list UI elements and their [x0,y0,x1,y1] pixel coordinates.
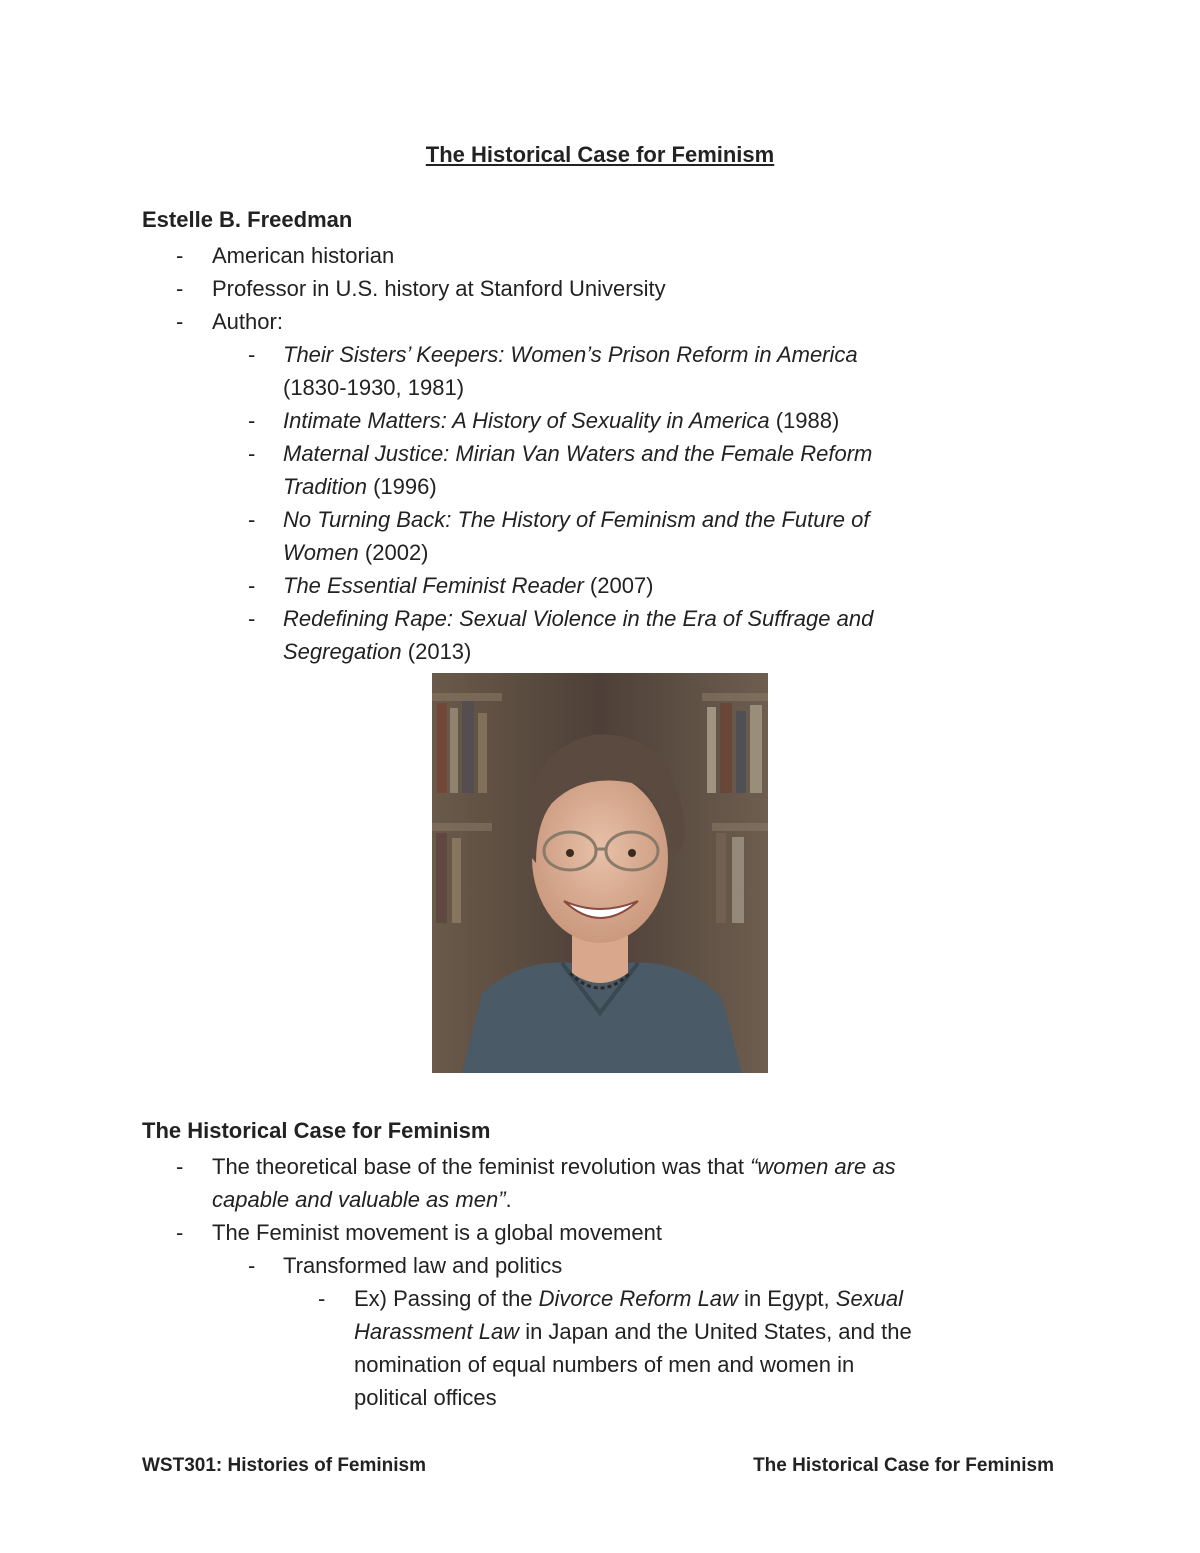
book-title: Maternal Justice: Mirian Van Waters and the Female Reform [283,441,873,466]
list-dash: - [248,441,256,466]
list-item: Professor in U.S. history at Stanford University [212,276,666,301]
footer-topic: The Historical Case for Feminism [753,1455,1054,1476]
book-title: Redefining Rape: Sexual Violence in the Era of Suffrage and [283,606,874,631]
section-heading-freedman: Estelle B. Freedman [142,207,353,232]
list-item-cont: nomination of equal numbers of men and women in [354,1352,855,1377]
list-dash: - [248,408,256,433]
list-dash: - [176,309,184,334]
portrait-illustration [432,673,768,1073]
list-dash: - [248,606,256,631]
page-title: The Historical Case for Feminism [425,142,775,167]
list-dash: - [248,1253,256,1278]
list-dash: - [318,1286,326,1311]
portrait-photo [432,673,768,1073]
book-title-cont: Women (2002) [283,540,429,565]
section-heading-historical-case: The Historical Case for Feminism [142,1118,491,1143]
book-year: (1830-1930, 1981) [283,375,465,400]
list-item: Ex) Passing of the Divorce Reform Law in Egypt, Sexual [354,1286,904,1311]
book-title: No Turning Back: The History of Feminism and the Future of [283,507,870,532]
list-dash: - [176,1154,184,1179]
list-dash: - [248,573,256,598]
list-item-cont: Harassment Law in Japan and the United States, and the [354,1319,912,1344]
list-item: The theoretical base of the feminist revolution was that “women are as [212,1154,896,1179]
list-dash: - [248,507,256,532]
list-dash: - [248,342,256,367]
book-title-cont: Tradition (1996) [283,474,437,499]
list-dash: - [176,243,184,268]
list-item: The Feminist movement is a global movement [212,1220,662,1245]
book-title: Intimate Matters: A History of Sexuality in America (1988) [283,408,840,433]
list-item-cont: political offices [354,1385,497,1410]
book-title-cont: Segregation (2013) [283,639,472,664]
book-title: The Essential Feminist Reader (2007) [283,573,654,598]
list-item-cont: capable and valuable as men”. [212,1187,512,1212]
list-dash: - [176,276,184,301]
list-dash: - [176,1220,184,1245]
book-title: Their Sisters’ Keepers: Women’s Prison Reform in America [283,342,858,367]
list-item: American historian [212,243,395,268]
list-item: Transformed law and politics [283,1253,563,1278]
list-item: Author: [212,309,283,334]
footer-course: WST301: Histories of Feminism [142,1455,427,1476]
